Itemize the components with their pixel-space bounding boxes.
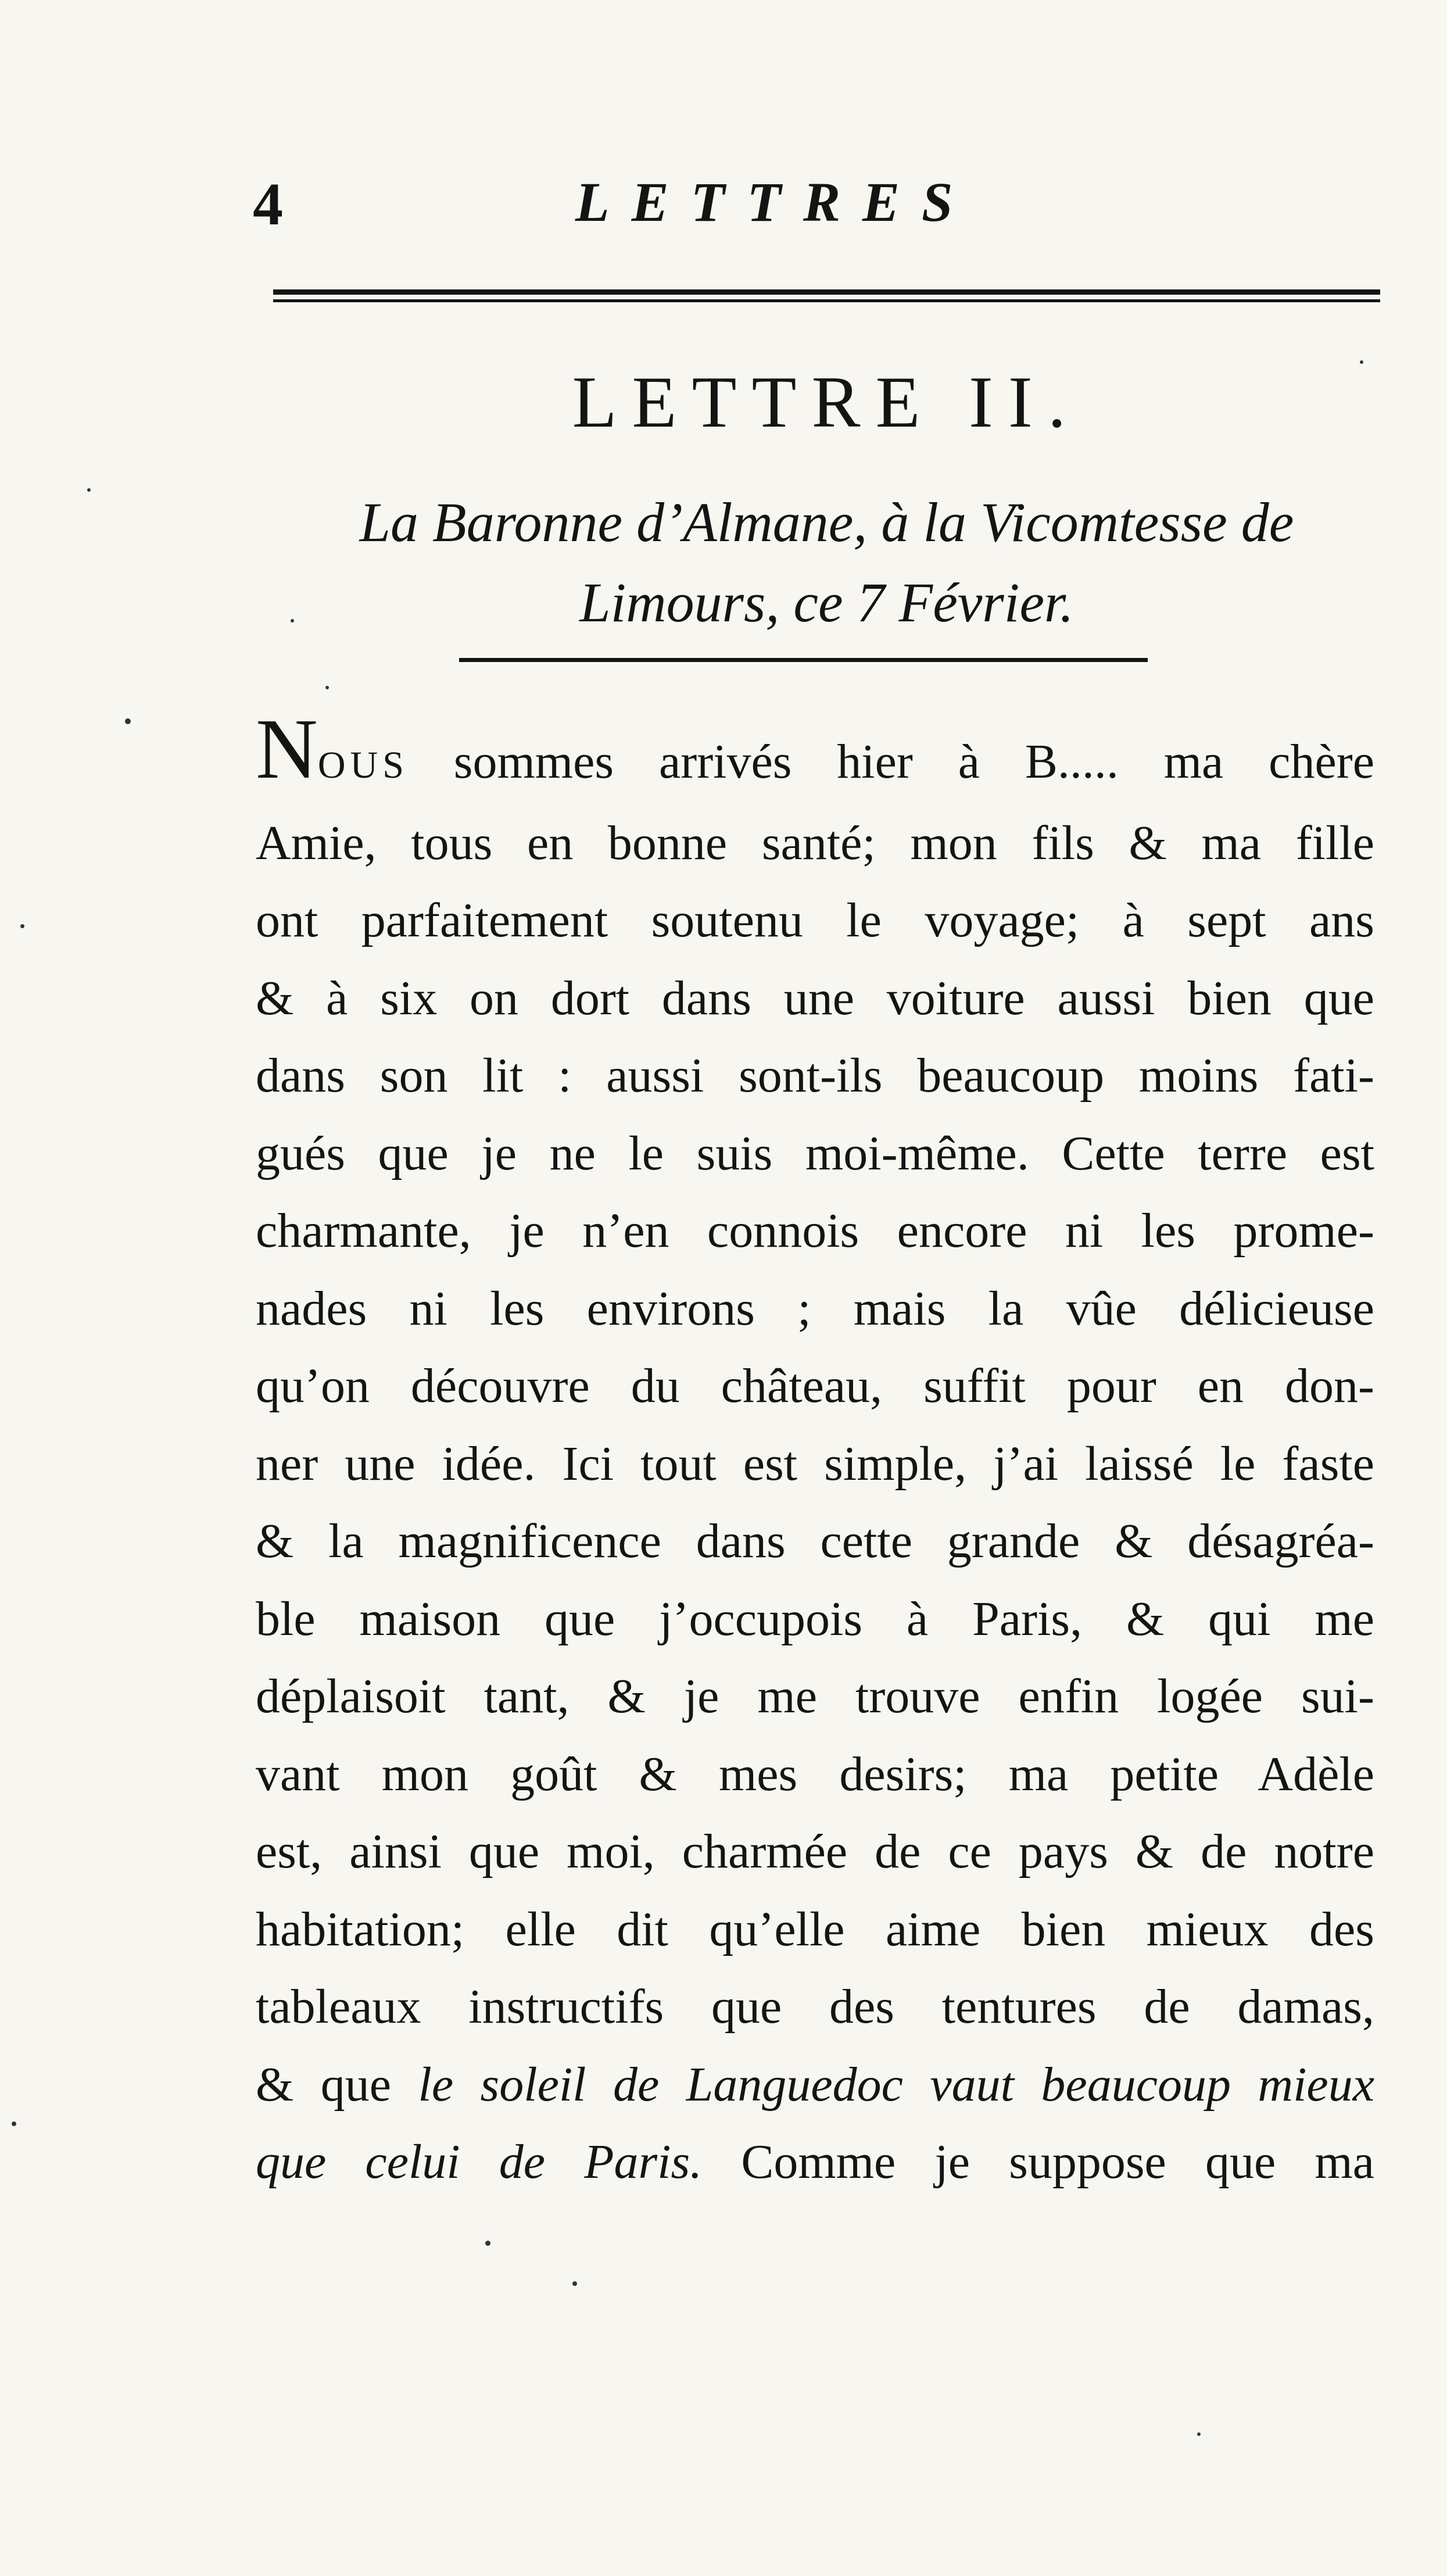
paper-speck bbox=[125, 718, 131, 724]
subtitle-line-1: La Baronne d’Almane, à la Vicomtesse de bbox=[359, 491, 1294, 553]
italic-quote: le soleil de Languedoc vaut beaucoup mieux bbox=[418, 2057, 1374, 2112]
text-fragment: Comme je suppose que ma bbox=[702, 2135, 1374, 2189]
text-line: déplaisoit tant, & je me trouve enfin logée sui- bbox=[256, 1669, 1374, 1723]
section-rule bbox=[459, 658, 1148, 662]
paper-speck bbox=[291, 619, 294, 622]
text-line: Amie, tous en bonne santé; mon fils & ma fille bbox=[256, 815, 1374, 870]
letter-title: LETTRE II. bbox=[572, 362, 1081, 443]
header-rule bbox=[273, 289, 1380, 302]
text-line: vant mon goût & mes desirs; ma petite Adèle bbox=[256, 1747, 1374, 1801]
letter-subtitle bbox=[273, 482, 1380, 643]
text-line bbox=[256, 2046, 1374, 2124]
paper-speck bbox=[572, 2281, 577, 2286]
paper-speck bbox=[325, 686, 329, 689]
text-line: habitation; elle dit qu’elle aime bien mieux des bbox=[256, 1902, 1374, 1956]
paper-speck bbox=[485, 2241, 490, 2246]
small-caps: OUS bbox=[317, 744, 409, 786]
text-line-content: sommes arrivés hier à B..... ma chère bbox=[408, 735, 1374, 789]
text-line: nades ni les environs ; mais la vûe délicieuse bbox=[256, 1281, 1374, 1336]
drop-capital: N bbox=[256, 702, 318, 797]
text-line: dans son lit : aussi sont-ils beaucoup moins fati- bbox=[256, 1049, 1374, 1103]
paper-speck bbox=[1360, 360, 1363, 364]
text-line: ner une idée. Ici tout est simple, j’ai laissé le faste bbox=[256, 1436, 1374, 1491]
text-line: charmante, je n’en connois encore ni les prome- bbox=[256, 1204, 1374, 1258]
text-line: & à six on dort dans une voiture aussi bien que bbox=[256, 971, 1374, 1025]
page-number: 4 bbox=[253, 171, 283, 238]
text-line: & la magnificence dans cette grande & désagréa- bbox=[256, 1514, 1374, 1568]
paper-speck bbox=[87, 488, 91, 492]
text-line: tableaux instructifs que des tentures de damas, bbox=[256, 1980, 1374, 2034]
text-line bbox=[256, 2123, 1374, 2201]
subtitle-line-2: Limours, ce 7 Février. bbox=[579, 571, 1074, 634]
text-line: ont parfaitement soutenu le voyage; à sept ans bbox=[256, 893, 1374, 947]
letter-body bbox=[256, 702, 1374, 2201]
text-line: gués que je ne le suis moi-même. Cette terre est bbox=[256, 1126, 1374, 1180]
running-title: LETTRES bbox=[575, 171, 975, 233]
paper-speck bbox=[12, 2121, 16, 2126]
text-line: qu’on découvre du château, suffit pour en don- bbox=[256, 1359, 1374, 1413]
text-fragment: & que bbox=[256, 2057, 418, 2112]
paper-speck bbox=[20, 924, 24, 928]
paper-speck bbox=[1197, 2432, 1201, 2436]
text-line bbox=[256, 702, 1374, 804]
text-line: ble maison que j’occupois à Paris, & qui me bbox=[256, 1591, 1374, 1646]
text-line: est, ainsi que moi, charmée de ce pays & de notre bbox=[256, 1824, 1374, 1879]
italic-quote: que celui de Paris. bbox=[256, 2135, 703, 2189]
